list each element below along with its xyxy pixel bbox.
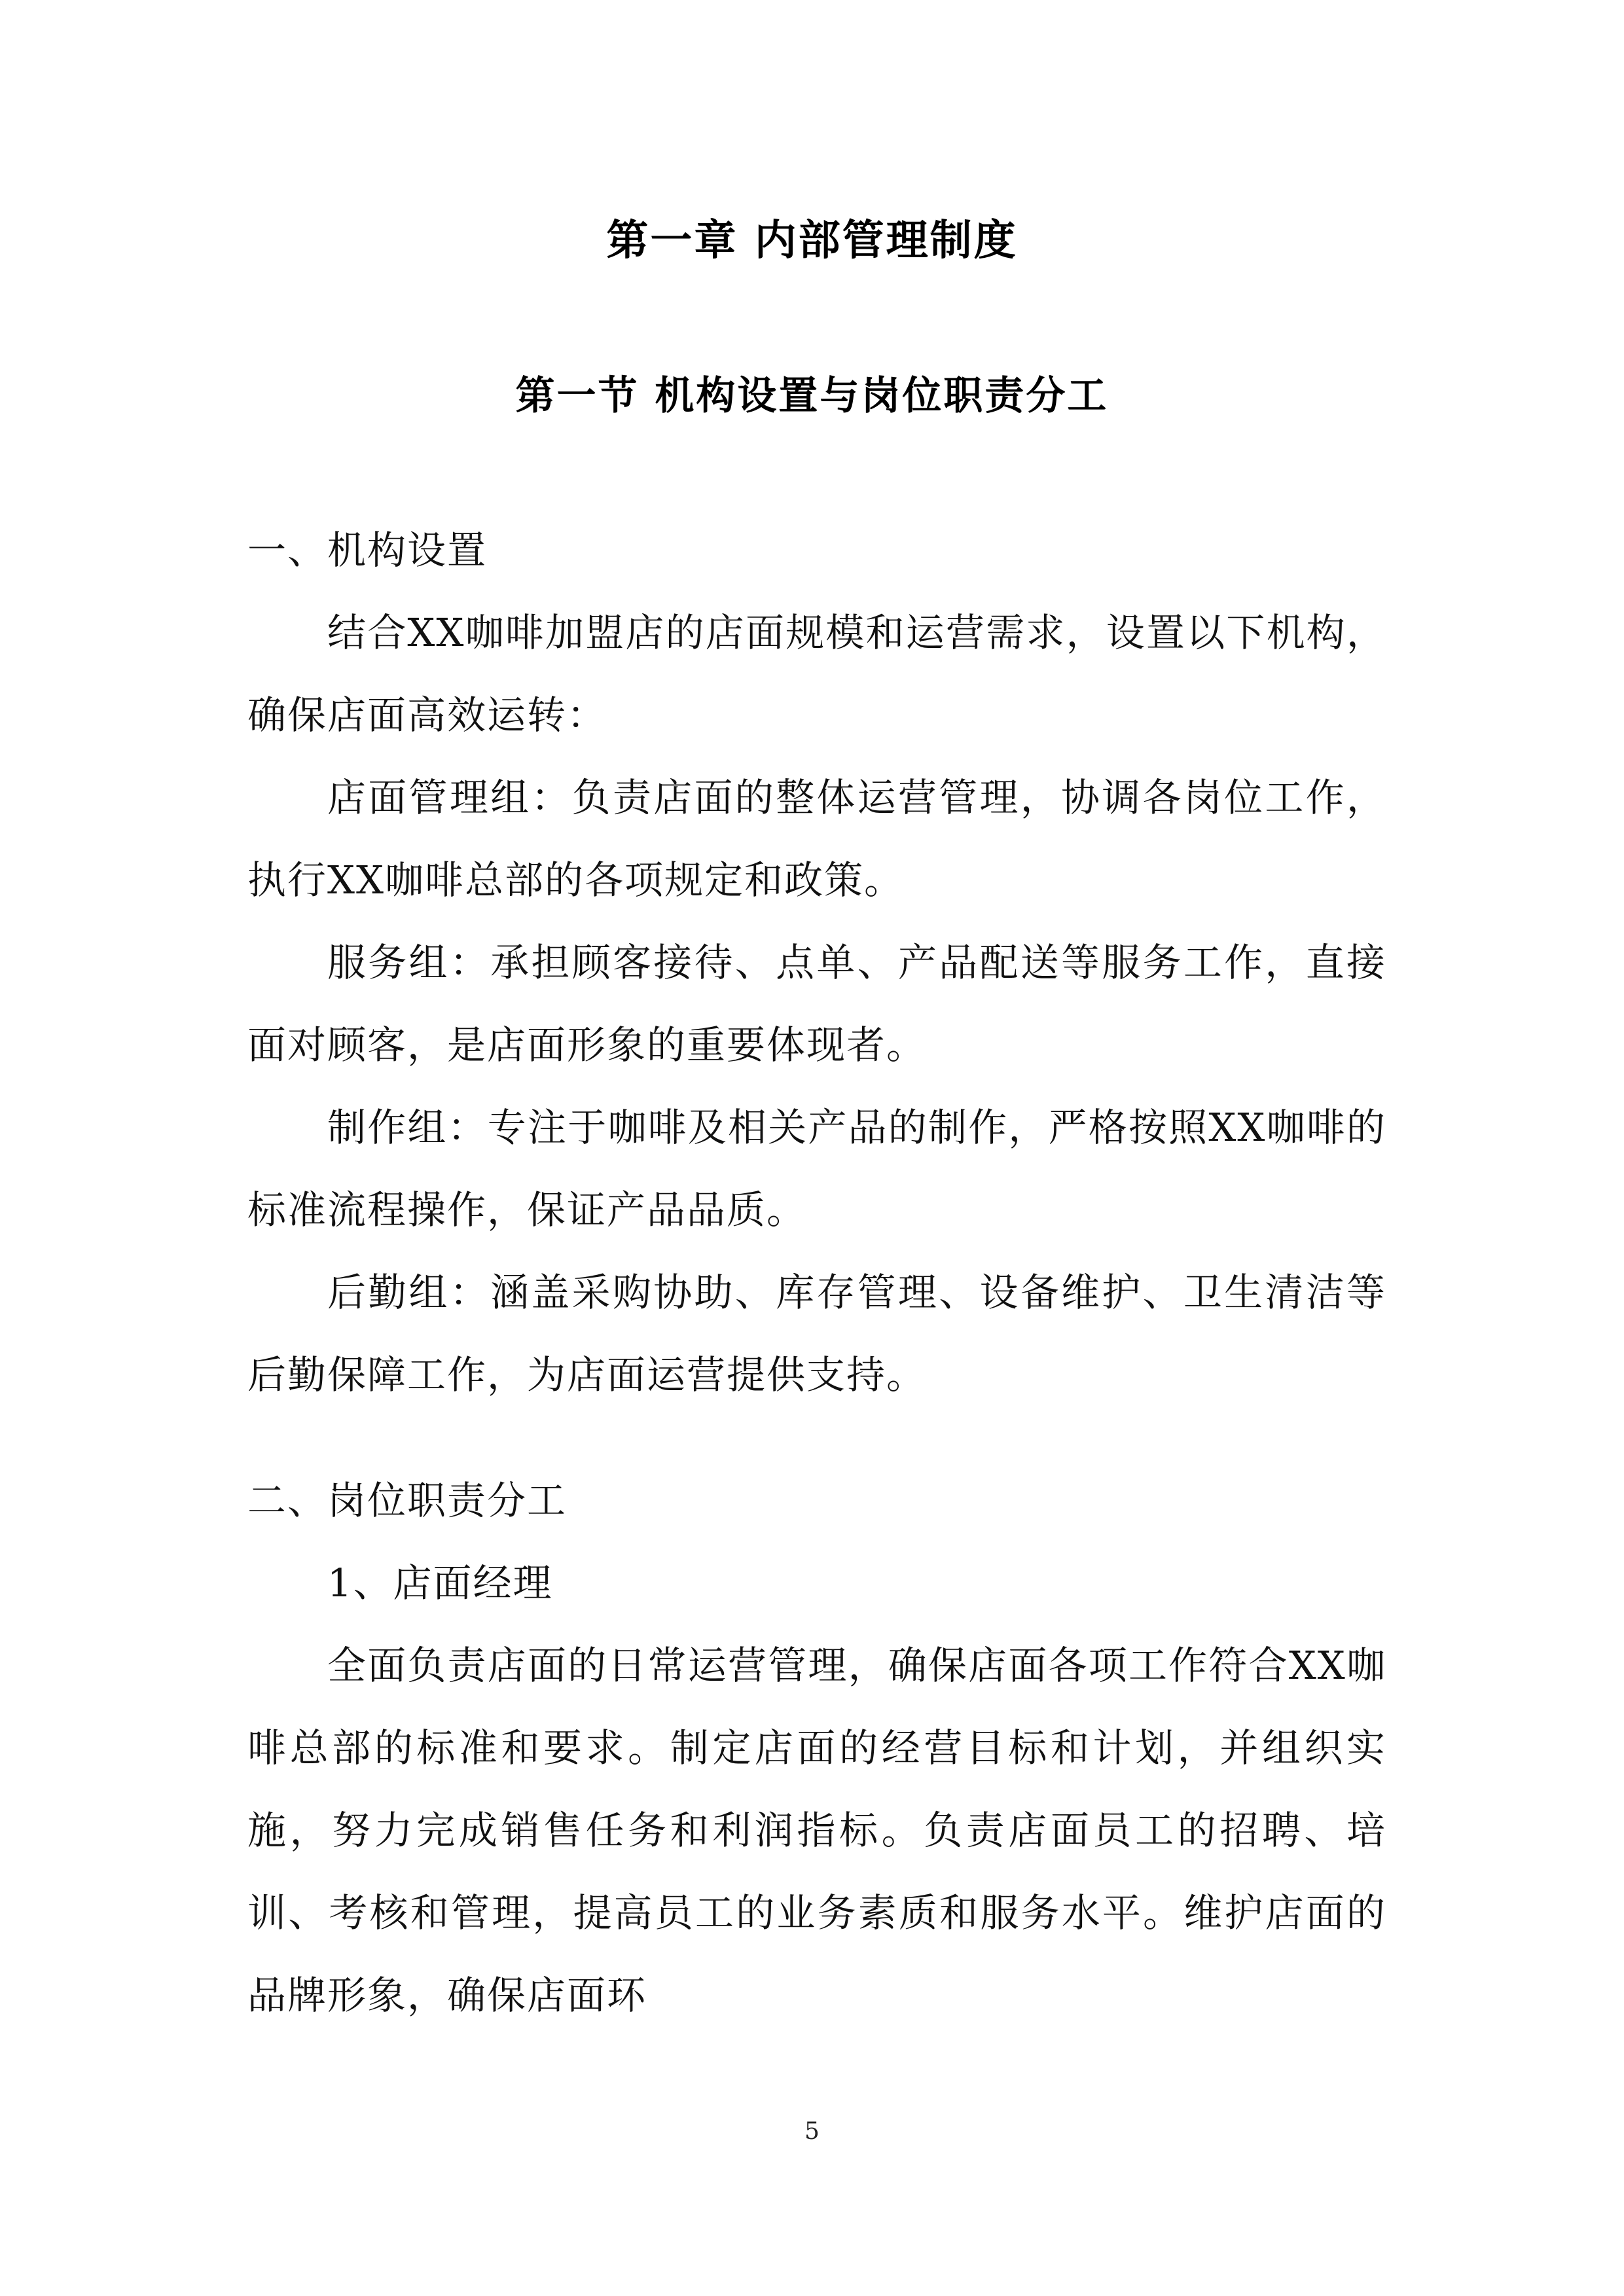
section-title: 第一节 机构设置与岗位职责分工 (515, 373, 1109, 419)
part2-heading: 二、岗位职责分工 (247, 1478, 568, 1523)
document-body (247, 509, 1386, 2037)
part1-paragraph-production-group: 制作组：专注于咖啡及相关产品的制作，严格按照XX咖啡的标准流程操作，保证产品品质。 (247, 1105, 1386, 1232)
section-spacer (247, 1416, 1386, 1460)
part1-paragraph-management-group: 店面管理组：负责店面的整体运营管理，协调各岗位工作，执行XX咖啡总部的各项规定和政策。 (247, 775, 1386, 903)
part2-paragraph-store-manager: 全面负责店面的日常运营管理，确保店面各项工作符合XX咖啡总部的标准和要求。制定店面的经营目标和计划，并组织实施，努力完成销售任务和利润指标。负责店面员工的招聘、培训、考核和管理，提高员工的业务素质和服务水平。维护店面的品牌形象，确保店面环 (247, 1643, 1386, 2018)
page-number: 5 (804, 2118, 820, 2145)
chapter-title: 第一章 内部管理制度 (606, 216, 1018, 265)
part1-paragraph-service-group: 服务组：承担顾客接待、点单、产品配送等服务工作，直接面对顾客，是店面形象的重要体现者。 (247, 940, 1386, 1067)
part1-heading: 一、机构设置 (247, 528, 488, 573)
part2-subheading-store-manager: 1、店面经理 (327, 1560, 553, 1605)
part1-paragraph-logistics-group: 后勤组：涵盖采购协助、库存管理、设备维护、卫生清洁等后勤保障工作，为店面运营提供支持。 (247, 1270, 1386, 1397)
part1-paragraph-intro: 结合XX咖啡加盟店的店面规模和运营需求，设置以下机构，确保店面高效运转： (247, 610, 1386, 738)
